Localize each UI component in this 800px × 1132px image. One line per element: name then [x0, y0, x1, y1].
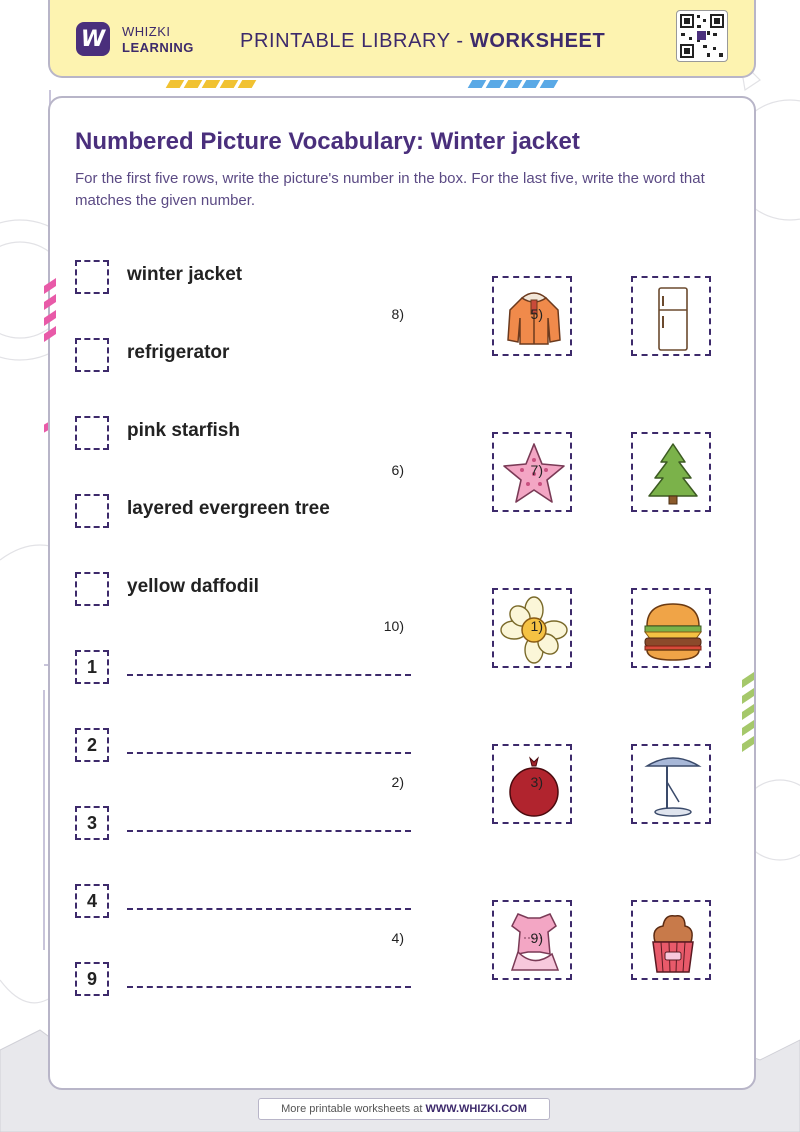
word-label: yellow daffodil [127, 576, 259, 597]
number-row [75, 728, 109, 762]
word-row [75, 494, 330, 528]
picture-frame [631, 900, 711, 980]
word-label: winter jacket [127, 264, 243, 285]
picture-frame [631, 588, 711, 668]
answer-box[interactable] [75, 494, 109, 528]
picture-number: 5) [530, 306, 543, 322]
picture-frame [631, 432, 711, 512]
number-row [75, 806, 109, 840]
number-box: 4 [75, 884, 109, 918]
number-box: 1 [75, 650, 109, 684]
answer-line[interactable] [127, 752, 411, 754]
header-banner [48, 0, 756, 78]
footer-link[interactable] [258, 1098, 550, 1120]
word-row [75, 338, 230, 372]
answer-box[interactable] [75, 416, 109, 450]
qr-code [676, 10, 728, 62]
picture-number: 6) [391, 462, 404, 478]
word-label: refrigerator [127, 342, 230, 363]
page-title: Numbered Picture Vocabulary: Winter jacket [75, 128, 580, 155]
footer-site: WWW.WHIZKI.COM [425, 1103, 527, 1115]
number-box: 9 [75, 962, 109, 996]
green-stripes [742, 672, 756, 758]
number-box: 2 [75, 728, 109, 762]
logo-line1: WHIZKI [122, 24, 171, 39]
picture-number: 1) [530, 618, 543, 634]
number-row [75, 884, 109, 918]
picture-number: 9) [530, 930, 543, 946]
answer-line[interactable] [127, 908, 411, 910]
picture-number: 3) [530, 774, 543, 790]
word-label: layered evergreen tree [127, 498, 330, 519]
picture-frame [631, 276, 711, 356]
yellow-stripe [168, 80, 254, 90]
picture-number: 4) [391, 930, 404, 946]
answer-box[interactable] [75, 572, 109, 606]
cupcake-icon [639, 908, 707, 976]
picture-number: 7) [530, 462, 543, 478]
word-row [75, 572, 259, 606]
blue-stripe [470, 80, 556, 90]
hamburger-icon [639, 596, 707, 664]
answer-line[interactable] [127, 830, 411, 832]
header-title [240, 30, 605, 53]
picture-number: 8) [391, 306, 404, 322]
picture-number: 2) [391, 774, 404, 790]
picture-frame [631, 744, 711, 824]
number-box: 3 [75, 806, 109, 840]
logo-text [122, 24, 194, 56]
answer-line[interactable] [127, 986, 411, 988]
whizki-logo: W [76, 22, 110, 56]
pink-stripes [44, 278, 58, 348]
answer-box[interactable] [75, 338, 109, 372]
answer-box[interactable] [75, 260, 109, 294]
number-row [75, 962, 109, 996]
word-row [75, 260, 243, 294]
word-row [75, 416, 240, 450]
picture-number: 10) [383, 618, 404, 634]
header-title-prefix: PRINTABLE LIBRARY - [240, 30, 470, 52]
number-row [75, 650, 109, 684]
word-label: pink starfish [127, 420, 240, 441]
lamp-icon [639, 752, 707, 820]
instructions: For the first five rows, write the picture's number in the box. For the last five, write the word that matches the given number. [75, 170, 705, 209]
refrigerator-icon [639, 284, 707, 352]
header-title-bold: WORKSHEET [469, 30, 606, 52]
evergreen-tree-icon [639, 440, 707, 508]
footer-prefix: More printable worksheets at [281, 1103, 426, 1115]
logo-line2: LEARNING [122, 40, 194, 55]
answer-line[interactable] [127, 674, 411, 676]
